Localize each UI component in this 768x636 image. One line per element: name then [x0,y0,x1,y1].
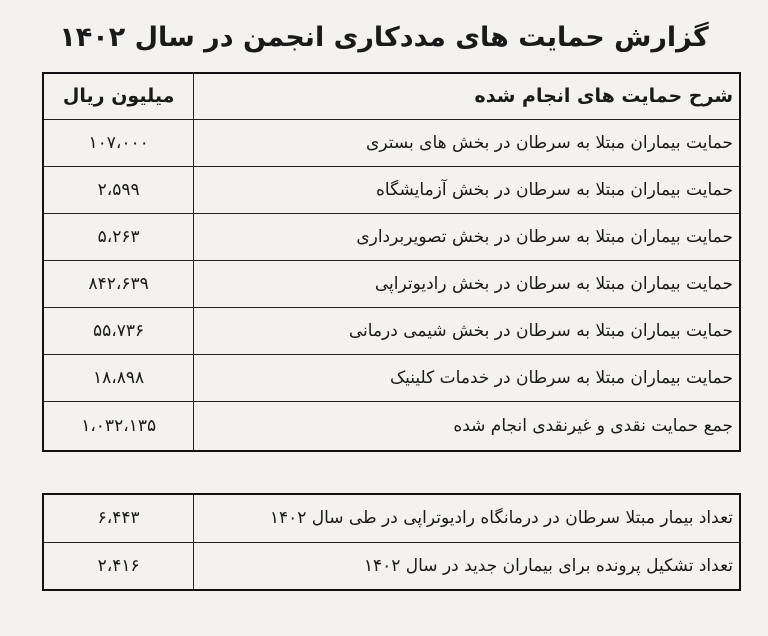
table-row [43,354,740,401]
row-description: حمایت بیماران مبتلا به سرطان در بخش تصویربرداری [194,213,740,260]
row-description: حمایت بیماران مبتلا به سرطان در بخش های بستری [194,119,740,166]
row-description: حمایت بیماران مبتلا به سرطان در بخش آزمایشگاه [194,166,740,213]
header-unit: میلیون ریال [43,73,194,119]
table-total-row [43,401,740,451]
row-amount: ۸۴۲،۶۳۹ [43,260,194,307]
total-description: جمع حمایت نقدی و غیرنقدی انجام شده [194,401,740,451]
table-row [43,307,740,354]
row-amount: ۲،۵۹۹ [43,166,194,213]
table-row [43,260,740,307]
table-row [43,166,740,213]
header-description: شرح حمایت های انجام شده [194,73,740,119]
stat-description: تعداد بیمار مبتلا سرطان در درمانگاه رادیوتراپی در طی سال ۱۴۰۲ [194,494,740,542]
patient-stats-table [42,493,741,591]
support-report-table [42,72,741,452]
row-amount: ۵۵،۷۳۶ [43,307,194,354]
row-amount: ۱۰۷،۰۰۰ [43,119,194,166]
row-amount: ۱۸،۸۹۸ [43,354,194,401]
stat-description: تعداد تشکیل پرونده برای بیماران جدید در سال ۱۴۰۲ [194,542,740,590]
stat-amount: ۲،۴۱۶ [43,542,194,590]
row-description: حمایت بیماران مبتلا به سرطان در بخش رادیوتراپی [194,260,740,307]
table-row [43,542,740,590]
table-row [43,119,740,166]
row-description: حمایت بیماران مبتلا به سرطان در خدمات کلینیک [194,354,740,401]
row-amount: ۵،۲۶۳ [43,213,194,260]
table-row [43,213,740,260]
table-row [43,494,740,542]
stat-amount: ۶،۴۴۳ [43,494,194,542]
table-header-row [43,73,740,119]
page-title: گزارش حمایت های مددکاری انجمن در سال ۱۴۰۲ [59,22,709,53]
row-description: حمایت بیماران مبتلا به سرطان در بخش شیمی درمانی [194,307,740,354]
total-amount: ۱،۰۳۲،۱۳۵ [43,401,194,451]
